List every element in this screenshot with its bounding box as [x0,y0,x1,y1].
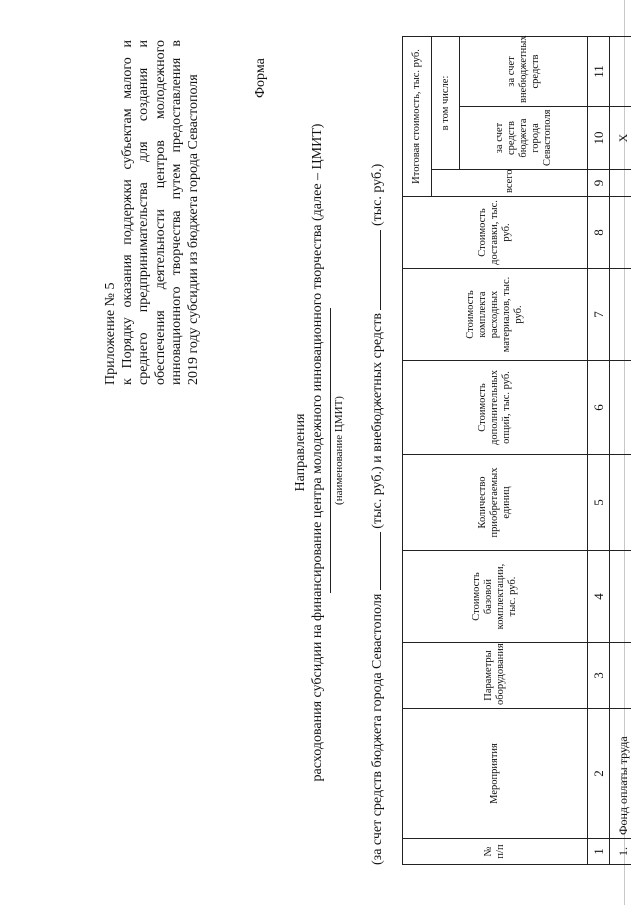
column-number: 5 [588,455,610,551]
heading-subtitle: расходования субсидии на финансирование центра молодежного инновационного творчества (далее – ЦМИТ) [310,123,325,782]
funding-text-extrabudget: (тыс. руб.) и внебюджетных средств [370,313,385,529]
form-label: Форма [253,58,268,98]
column-number: 8 [588,197,610,269]
funding-line [368,40,386,865]
funding-text-unit: (тыс. руб.) [370,163,385,227]
row-params [610,643,631,709]
column-number: 11 [588,36,610,106]
header-activity: Мероприятия [403,709,588,839]
row-activity: Фонд оплаты труда [610,709,631,839]
column-number: 3 [588,643,610,709]
header-delivery-cost: Стоимость доставки, тыс. руб. [403,197,588,269]
row-base-cost [610,551,631,643]
appendix-body: к Порядку оказания поддержки субъектам малого и среднего предпринимательства для создания и обеспечения деятельности центров молодежного инновационного творчества путем предоставления в 2019 году субсидии из бюджета города Севастополя [119,40,201,385]
header-total-cost: Итоговая стоимость, тыс. руб. [403,36,432,196]
document-heading [292,40,326,865]
row-materials-cost [610,269,631,361]
row-num: 1. [610,839,631,865]
row-total [610,170,631,197]
column-number: 7 [588,269,610,361]
column-number: 6 [588,361,610,455]
row-delivery-cost [610,197,631,269]
row-budget: X [610,107,631,170]
expenditure-table [402,36,631,865]
row-quantity [610,455,631,551]
column-number: 9 [588,170,610,197]
extrabudget-amount-blank [368,230,381,310]
budget-amount-blank [368,532,381,590]
cmit-name-caption: (наименование ЦМИТ) [333,396,345,505]
header-options-cost: Стоимость дополнительных опций, тыс. руб. [403,361,588,455]
header-quantity: Количество приобретаемых единиц [403,455,588,551]
appendix-block [103,40,202,385]
column-numbers-row [588,36,610,864]
table-row [610,36,631,864]
appendix-title: Приложение № 5 [103,282,118,385]
row-options-cost [610,361,631,455]
header-extrabudget: за счет внебюджетных средств [460,36,588,106]
column-number: 1 [588,839,610,865]
column-number: 4 [588,551,610,643]
header-budget: за счет средств бюджета города Севастополя [460,107,588,170]
header-total: всего [432,170,588,197]
header-including: в том числе: [432,36,460,169]
funding-text-budget: (за счет средств бюджета города Севастополя [370,593,385,865]
header-num: № п/п [403,839,588,865]
column-number: 10 [588,107,610,170]
header-materials-cost: Стоимость комплекта расходных материалов, тыс. руб. [403,269,588,361]
header-base-cost: Стоимость базовой комплектации, тыс. руб. [403,551,588,643]
column-number: 2 [588,709,610,839]
heading-title: Направления [293,413,308,492]
header-params: Параметры оборудования [403,643,588,709]
row-extrabudget [610,36,631,106]
cmit-name-underline [330,308,331,593]
table-header-row-1 [403,36,432,864]
